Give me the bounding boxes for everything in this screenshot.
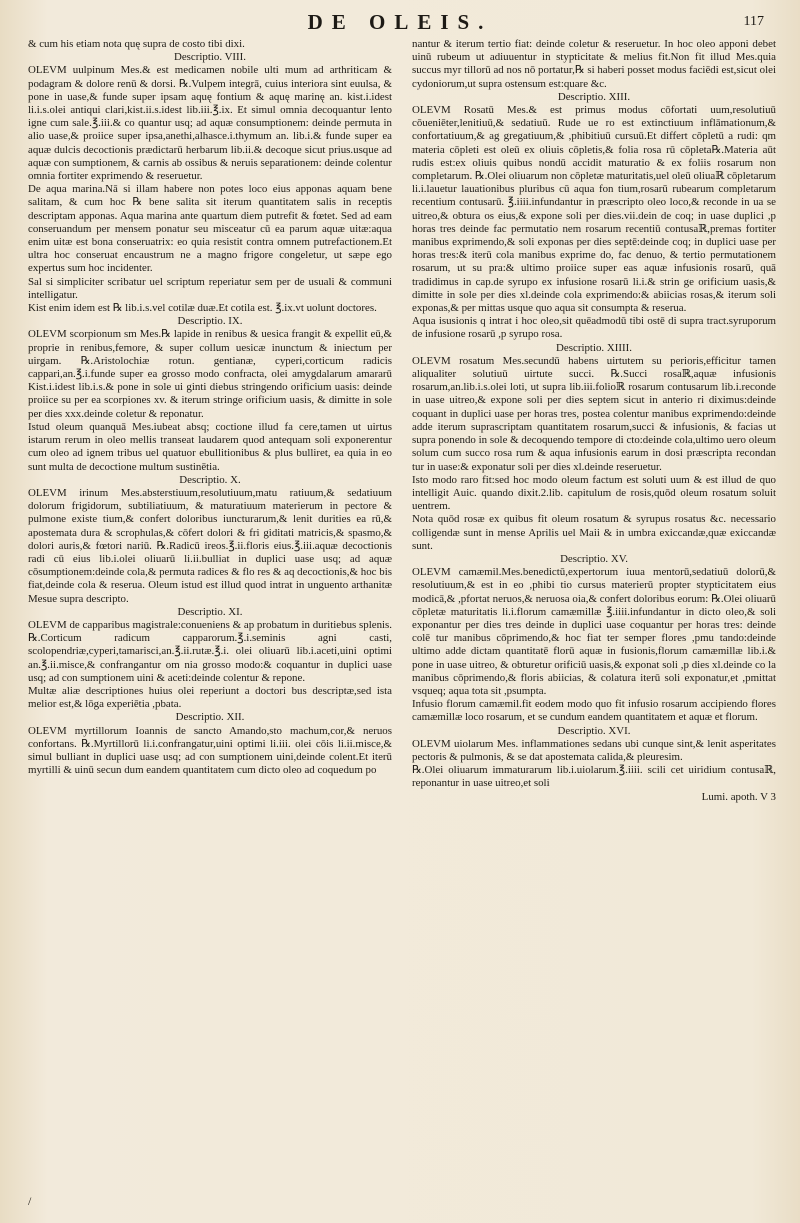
paragraph: OLEVM uulpinum Mes.& est medicamen nobile ulti mum ad arthriticam & podagram & dolore renū & dorsi. ℞.Vulpem integrā, cuius interiora sint euulsa, & pone in uase,& funde super ipsam aquę fontium & aquę marinę an. kist.i.idest li.i.s.olei antiqui clari,kist.ii.s.idest lib.iii.℥.ix. Et simul omnia decoquantur lento igne cum sale.℥.iii.& co quantur usq; ad aquæ consumptionem: deinde permuta in alio uase,& proiice super ipsa,anethi,alhasce.i.thymum an. lib.i.& funde super ea aquæ dulcis decoctionis prædictarū herbarum lib.ii.& decoque sicut prius.usque ad aquæ con sumptionem, & carnis ab ossibus & neruis separationem: deinde colentur omnia fortiter exprimendo & reseruetur. xyxy=(28,64,392,183)
paragraph: Nota quōd rosæ ex quibus fit oleum rosatum & syrupus rosatus &c. necessario colligendæ sunt in mense Aprilis uel Maii & in umbra exiccandæ,quæ exiccandæ sunt. xyxy=(412,513,776,552)
section-heading: Descriptio. XII. xyxy=(175,711,245,724)
margin-mark: / xyxy=(28,1194,32,1208)
paragraph: Sal si simpliciter scribatur uel scriptum reperiatur sem per de usuali & communi intelligatur. xyxy=(28,275,392,301)
section-heading: Descriptio. VIII. xyxy=(173,51,247,64)
signature-line: Lumi. apoth. V 3 xyxy=(701,790,776,803)
section-heading: Descriptio. XIII. xyxy=(557,90,631,103)
paragraph: Kist enim idem est ℞ lib.i.s.vel cotilæ duæ.Et cotila est. ℥.ix.vt uolunt doctores. xyxy=(28,302,377,315)
paragraph: OLEVM camæmil.Mes.benedictū,expertorum iuua mentorū,sedatiuū dolorū,& resolutiuum,& est in eo ,phibi tio cursus materierū propter stypticitatem eius modicā,& ,pfortat neruos,& neruosa oia,& confert doloribus eorum: ℞.Olei oliuarū cōpletæ maturitatis li.i.florum camæmillæ ℥.iiii.infundantur in dicto oleo,& soli exponantur per dies tres deinde in duplici uase coquantur per horas tres: deinde colē tur manibus cōprimendo,& hoc fiat ter semper flores ,pmu tando:deinde ultimo adde dictam quantitatē florū aquæ in fusionis,florum camæmillæ lib.i.& pone in uase uitreo, & obturetur orificiū uasis,& exponat soli ,p dies xl.deinde co la manibus cōprimendo,& floris abiicias, & colatura iterū soli exponatur,et ,pmittat vsqueq; aqua tota sit ,psumpta. xyxy=(412,566,776,697)
paragraph: OLEVM de capparibus magistrale:conueniens & ap probatum in duritiebus splenis. ℞.Corticum radicum capparorum.℥.i.seminis agni casti, scolopendriæ,cyperi,tamarisci,an.℥.ii.rutæ.℥.i. olei oliuarū lib.i.aceti,uini optimi an.℥.ii.misce,& confrangantur om nia grosso modo:& coquantur in duplici uase usq; ad con sumptionem uini & aceti:deinde colentur & repone. xyxy=(28,618,392,684)
section-heading: Descriptio. XI. xyxy=(177,605,243,618)
paragraph: Multæ aliæ descriptiones huius olei reperiunt a doctori bus descriptæ,sed ista melior est,& lōga experiētia ,pbata. xyxy=(28,684,392,711)
paragraph: De aqua marina.Nā si illam habere non potes loco eius apponas aquam bene salitam, & cum hoc ℞ bene salita sit iterum quantitatem salis in receptis descriptam apponas. Aqua marina ante quartum diem putrefit & fœtet. Sed ad eam conseruandum per mensem ponatur seu misceatur cū ea parum aquæ uitæ:aqua enim uitæ est bona conseruatrix: eo quia resistit contra omnem putrefactionem.Et ultra hoc conseruat encaustrum ne a magno frigore congeletur, ut sæpe ego expertus sum hoc incidenter. xyxy=(28,183,392,275)
paragraph: Isto modo raro fit:sed hoc modo oleum factum est soluti uum & est illud de quo intelligit Auic. quando dixit.2.lib. capitulum de rosis,quōd oleum rosatum soluit uentrem. xyxy=(412,473,776,513)
page-header xyxy=(0,8,800,38)
running-head: DE OLEIS. xyxy=(307,10,493,34)
paragraph: OLEVM rosatum Mes.secundū habens uirtutem su perioris,efficitur tamen aliqualiter solutiuū uirtute succi. ℞.Succi rosaℝ,aquæ infusionis rosarum,an.lib.i.s.olei loti, ut supra lib.iii.folioℝ rosarum contusarum lib.i.reconde in uase uitreo,& expone soli per dies septem sicut in anterio ri diximus:deinde coquant in duplici uase per horas tres, postea colentur manibus exprimendo:deinde adde iterum suprascriptam quantitatem rosarum,succi & infusionis, & facias ut supra ponendo in sole & decoquendo tempore di cto:deinde cola,ultimo uero oleum solum cum succo rosa rum & aqua infusionis earum in dosi præscripta recondan tur in uase:& exponatur soli per dies xl.deinde reseruetur. xyxy=(412,354,776,473)
section-heading: Descriptio. X. xyxy=(179,473,241,486)
paragraph: Istud oleum quanquā Mes.iubeat absq; coctione illud fa cere,tamen ut uirtus istarum rerum in oleo mellis transeat laudarem quod antequam soli exponerentur cum oleo ad ignem tribus uel quatuor ebullitionibus & plus bulliret, ea quia in eo sunt multa de decoctione multum sustinētia. xyxy=(28,420,392,473)
page-number: 117 xyxy=(743,14,764,29)
paragraph: OLEVM myrtillorum Ioannis de sancto Amando,sto machum,cor,& neruos confortans. ℞.Myrtillorū li.i.confrangatur,uini optimi li.iii. olei cōis li.ii.misce,& simul bulliant in duplici uase usq; ad con sumptionem uini,deinde colent.Et iterū myrtilli & uinū secun dum eandem quantitatem cum dicto oleo ad coquedum po xyxy=(28,724,392,777)
paragraph: Aqua isusionis q intrat i hoc oleo,sit quēadmodū tibi ostē di supra tract.syruporum de infusione rosarū ,p syrupo rosa. xyxy=(412,315,776,341)
section-heading: Descriptio. IX. xyxy=(177,315,243,328)
right-column xyxy=(412,38,776,804)
paragraph: OLEVM scorpionum sm Mes.℞ lapide in renibus & uesica frangit & expellit eū,& proprie in renibus,femore, & super collum uesicæ inunctum & iniectum per uirgam. ℞.Aristolochiæ rotun. gentianæ, cyperi,corticum radicis cappari,an.℥.i.funde super ea grosso modo confracta, olei amygdalarum amararū Kist.i.idest lib.i.s.& pone in sole ui ginti diebus stringendo orificium uasis: deinde proiice su per ea scorpiones xv. & iterum stringe orificium uasis, & dimitte in sole per dies xxx.deinde coletur & reponatur. xyxy=(28,328,392,420)
paragraph: OLEVM uiolarum Mes. inflammationes sedans ubi cunque sint,& lenit asperitates pectoris & pulmonis, & se dat apostemata calida,& pleuresim. xyxy=(412,737,776,763)
section-heading: Descriptio. XIIII. xyxy=(556,341,632,354)
paragraph: nantur & iterum tertio fiat: deinde coletur & reseruetur. In hoc oleo apponi debet uinū rubeum ut adiuuentur in stypticitate & melius fit.Non fit illud Mes.quia succus myr tillorū ad nos nō portatur,℞ si haberi posset modus faciēdi est,sicut olei cydoniorum,ut supra ostensum est:quare &c. xyxy=(412,38,776,90)
paragraph: OLEVM irinum Mes.absterstiuum,resolutiuum,matu ratiuum,& sedatiuum dolorum frigidorum, subtiliatiuum, & maturatiuum materierum in pectore & pulmone existe tium,& confert doloribus iuncturarum,& lenit durities ea rū,& apostemata dura & scrophulas,& cōfert dolori & fri giditati matricis,& spasmo,& dolori auris,& fœtori nariū. ℞.Radicū ireos.℥.ii.floris eius.℥.iii.aquæ decoctionis radi cū eius lib.i.olei oliuarū li.ii.bulliat in duplici uase usq; ad aquæ cōsumptionem:deinde cola,& permuta radices & flo res & aq decoctionis,& hoc bis fiat,deinde cola & reserua. Oleum istud est illud quod intrat in unguento arthanitæ Mesue supra descripto. xyxy=(28,486,392,605)
paragraph: & cum his etiam nota quę supra de costo tibi dixi. xyxy=(28,38,245,50)
paragraph: Infusio florum camæmil.fit eodem modo quo fit infusio rosarum accipiendo flores camæmillæ loco rosarum, et se cundum eandem quantitatem et aquæ et florum. xyxy=(412,698,776,724)
section-heading: Descriptio. XVI. xyxy=(557,724,631,737)
paragraph: ℞.Olei oliuarum immaturarum lib.i.uiolarum.℥.iiii. scili cet uiridium contusaℝ, reponantur in uase uitreo,et soli xyxy=(412,764,776,790)
section-heading: Descriptio. XV. xyxy=(560,552,628,565)
left-column xyxy=(28,38,392,777)
paragraph: OLEVM Rosatū Mes.& est primus modus cōfortati uum,resolutiuū cōueniēter,lenitiuū,& sedatiuū. Rude ue ro est extinctiuum inflāmationum,& confortatiuum,& ag gregatiuum,& ,phibitiuū cursuū.Et differt cōpletū a rudi: qm materia cōpleti est oleū ex oliuis cōpletis,& folia rosa rū cōpleta℞.Materia aūt rudis est:ex oliuis quibus nondū accidit maturatio & ex foliis rosarum non completarum. ℞.Olei oliuarum non cōpletæ maturitatis,uel oleū oliuaℝ cōpletarum li.i.lauetur lauationibus pluribus cū aqua fon tium,rosarū rubearum completarum recentium contusarū. ℥.iiii.infundantur in præscripto oleo loco,& reconde in ua se uitreo,& obtura os eius,& expone soli per dies.vii.dein de coq; in uase duplici ,p horas tres deinde fac permutatio nem rosarum recentiū contusaℝ,premas fortiter manibus exprimendo,& soli exponas per dies septē:deinde coq; in duplici uase per horas tres:& iterū cola manibus exprime do, fac denuo, & tertio permutationem rosarum, ut su pra:& ultimo proiice super eas aquæ infusionis rosarū, quā tradidimus in cap.de syrupo ex infusione rosarū li.i.& strin ge orificium uasis,& dimitte in sole per dies xl.deinde cola exprimendo:& abiicias rosas,& iterum soli exponas,& per mittas usque quo aqua sit consumpta & reserua. xyxy=(412,104,776,315)
